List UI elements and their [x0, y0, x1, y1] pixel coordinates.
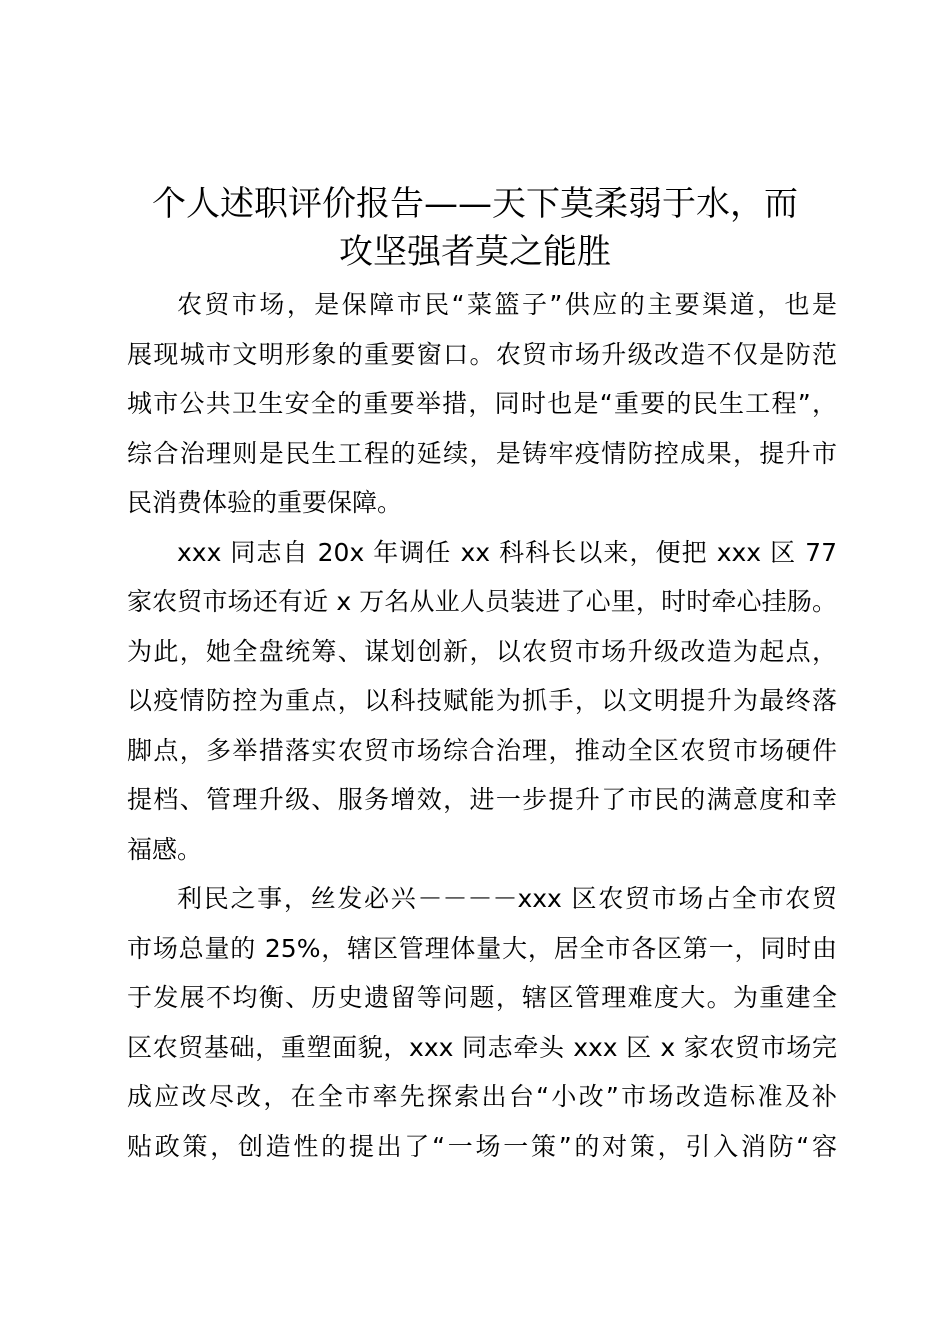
text-line: 家农贸市场还有近 x 万名从业人员装进了心里，时时牵心挂肠。: [127, 587, 837, 616]
text-line: 福感。: [127, 834, 203, 864]
text-line: 农贸市场，是保障市民“菜篮子”供应的主要渠道，也是: [177, 290, 837, 319]
text-line: 城市公共卫生安全的重要举措，同时也是“重要的民生工程”，: [127, 389, 837, 418]
document-title: [120, 180, 830, 276]
paragraph-3: [127, 874, 837, 1171]
text-line: 市场总量的 25%，辖区管理体量大，居全市各区第一，同时由: [127, 933, 837, 963]
text-line: 民消费体验的重要保障。: [127, 488, 403, 517]
text-line: 展现城市文明形象的重要窗口。农贸市场升级改造不仅是防范: [127, 339, 837, 369]
text-line: 利民之事，丝发必兴－－－－xxx 区农贸市场占全市农贸: [177, 884, 837, 913]
paragraph-1: [127, 280, 837, 528]
text-line: 区农贸基础，重塑面貌，xxx 同志牵头 xxx 区 x 家农贸市场完: [127, 1032, 837, 1062]
paragraph-2: [127, 528, 837, 875]
title-line-1: 个人述职评价报告——天下莫柔弱于水，而: [152, 184, 798, 224]
text-line: 于发展不均衡、历史遗留等问题，辖区管理难度大。为重建全: [127, 983, 837, 1012]
text-line: 综合治理则是民生工程的延续，是铸牢疫情防控成果，提升市: [127, 438, 837, 468]
text-line: 以疫情防控为重点，以科技赋能为抓手，以文明提升为最终落: [127, 686, 837, 715]
text-line: 为此，她全盘统筹、谋划创新，以农贸市场升级改造为起点，: [127, 636, 837, 666]
text-line: 贴政策，创造性的提出了“一场一策”的对策，引入消防“容: [127, 1131, 837, 1161]
text-line: 提档、管理升级、服务增效，进一步提升了市民的满意度和幸: [127, 785, 837, 814]
document-body: [127, 280, 837, 1171]
title-line-2: 攻坚强者莫之能胜: [339, 232, 611, 272]
text-line: 成应改尽改，在全市率先探索出台“小改”市场改造标准及补: [127, 1082, 837, 1111]
text-line: xxx 同志自 20x 年调任 xx 科科长以来，便把 xxx 区 77: [177, 537, 837, 567]
text-line: 脚点，多举措落实农贸市场综合治理，推动全区农贸市场硬件: [127, 735, 837, 765]
